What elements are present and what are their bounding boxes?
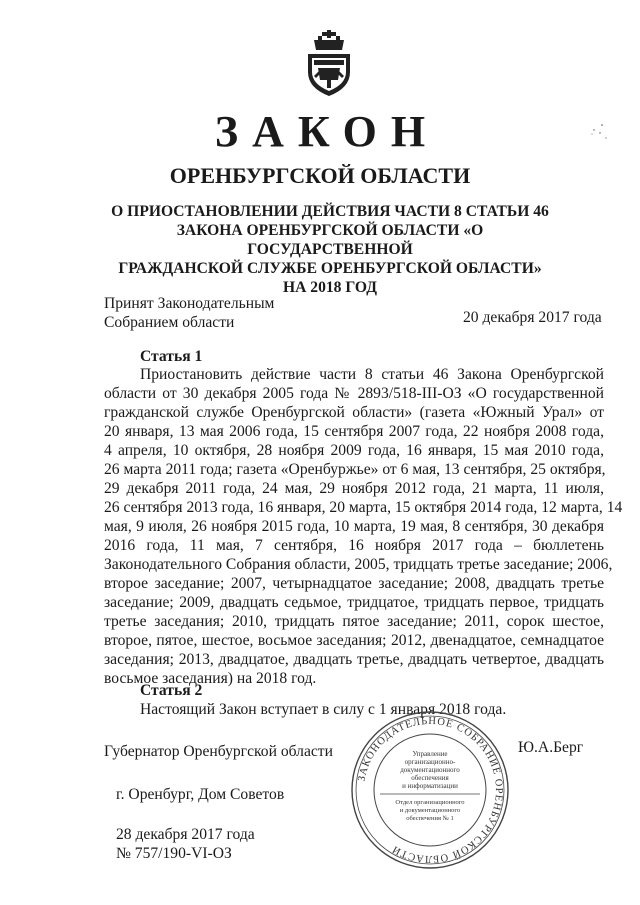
article-2-heading: Статья 2 [140,682,203,699]
official-stamp [350,710,510,870]
law-number: № 757/190-VI-ОЗ [116,845,232,862]
governor-name: Ю.А.Берг [518,739,584,756]
article-1-line: восьмое заседания) на 2018 год. [104,670,317,687]
article-1-line: Законодательного Собрания области, 2005, тридцать третье заседание; 2006, [104,556,613,573]
article-1-line: второе, пятое, шестое, восьмое заседания; 2012, двенадцатое, семнадцатое [104,632,604,649]
adoption-date: 20 декабря 2017 года [463,309,602,326]
article-1-line: 20 января, 13 мая 2006 года, 15 сентября 2007 года, 22 ноября 2008 года, [104,423,604,440]
stamp-ring-text: ЗАКОНОДАТЕЛЬНОЕ СОБРАНИЕ ОРЕНБУРГСКОЙ ОБЛАСТИ [356,715,505,865]
stamp-line: Управление [412,750,448,758]
law-heading [100,202,560,297]
article-1-line: 4 апреля, 10 октября, 28 ноября 2009 года, 16 января, 15 мая 2010 года, [104,442,604,459]
adoption-line-1: Принят Законодательным [104,295,275,312]
heading-line: ЗАКОНА ОРЕНБУРГСКОЙ ОБЛАСТИ «О ГОСУДАРСТВЕННОЙ [176,222,484,258]
stamp-line: и документационного [399,807,461,814]
article-1-line: заседание; 2009, двадцать седьмое, тридцатое, тридцать первое, тридцать [104,594,604,611]
heading-line: НА 2018 ГОД [283,279,377,296]
article-1-line: мая, 9 июля, 26 ноября 2015 года, 10 марта, 19 мая, 8 сентября, 30 декабря [104,518,604,535]
article-1-line: заседания; 2013, двадцатое, двадцать третье, двадцать четвертое, двадцать [104,651,604,668]
article-1-line: 26 марта 2011 года; газета «Оренбуржье» от 6 мая, 13 сентября, 25 октября, [104,461,606,478]
stamp-line: и информатизации [402,782,458,790]
stamp-line: обеспечения № 1 [406,815,454,822]
article-1-line: области от 30 декабря 2005 года № 2893/518-III-ОЗ «О государственной [104,385,604,402]
article-1-line: Приостановить действие части 8 статьи 46 Закона Оренбургской [140,366,604,383]
article-1-heading: Статья 1 [140,348,203,365]
signing-date: 28 декабря 2017 года [116,826,255,843]
article-1-line: третье заседания; 2010, тридцать пятое заседание; 2011, сорок шестое, [104,613,604,630]
article-2-text: Настоящий Закон вступает в силу с 1 января 2018 года. [140,701,507,718]
coat-of-arms-icon [300,30,358,98]
stamp-line: Отдел организационного [395,799,465,806]
signing-place: г. Оренбург, Дом Советов [116,786,285,803]
stamp-line: организационно- [404,758,456,766]
article-1-line: второе заседание; 2007, четырнадцатое заседание; 2008, двадцать третье [104,575,604,592]
article-1-line: 26 сентября 2013 года, 16 января, 20 марта, 15 октября 2014 года, 12 марта, 14 [104,499,623,516]
stamp-line: обеспечения [411,774,449,782]
heading-line: О ПРИОСТАНОВЛЕНИИ ДЕЙСТВИЯ ЧАСТИ 8 СТАТЬИ 46 [111,203,549,220]
governor-title: Губернатор Оренбургской области [104,743,333,760]
adoption-line-2: Собранием области [104,314,235,331]
document-title: ЗАКОН [214,107,440,156]
article-1-line: 2016 года, 11 мая, 7 сентября, 16 ноября 2017 года – бюллетень [104,537,604,554]
document-subtitle: ОРЕНБУРГСКОЙ ОБЛАСТИ [169,163,471,188]
article-1-line: гражданской службе Оренбургской области» (газета «Южный Урал» от [104,404,604,421]
article-1-line: 29 декабря 2011 года, 24 мая, 29 ноября 2012 года, 21 марта, 11 июля, [104,480,604,497]
heading-line: ГРАЖДАНСКОЙ СЛУЖБЕ ОРЕНБУРГСКОЙ ОБЛАСТИ» [118,260,542,277]
stamp-line: документационного [400,766,460,774]
